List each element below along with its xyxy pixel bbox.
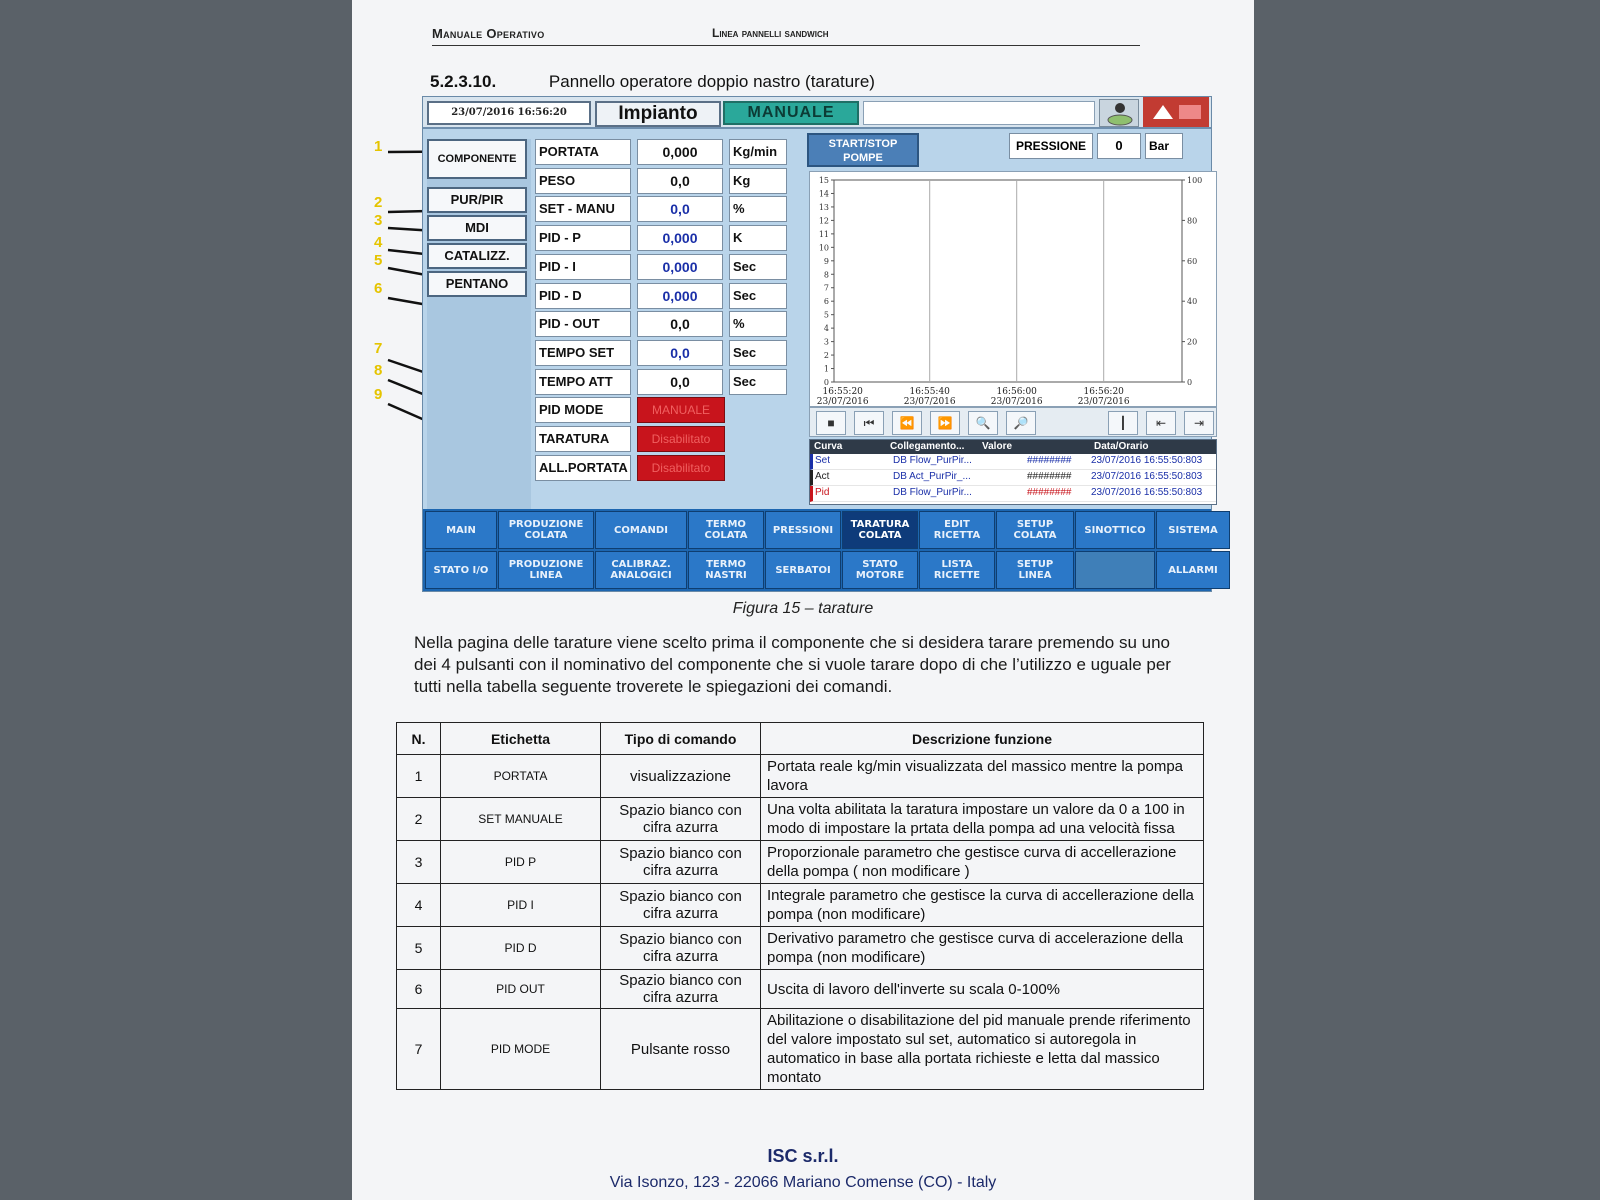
param-label: PID - I (535, 254, 631, 280)
param-label: TEMPO ATT (535, 369, 631, 395)
component-button-componente[interactable]: COMPONENTE (427, 139, 527, 179)
cell-type: Spazio bianco con cifra azurra (601, 884, 761, 927)
param-row (535, 254, 791, 282)
nav-serbatoi[interactable]: SERBATOI (765, 551, 841, 589)
annotation-number: 4 (374, 234, 383, 251)
date-label: 23/07/2016 (816, 397, 869, 407)
cell-n: 6 (397, 970, 441, 1009)
nav-allarmi[interactable]: ALLARMI (1156, 551, 1230, 589)
time-label: 16:55:20 (822, 387, 863, 397)
mode-row (535, 426, 791, 454)
header-left: Manuale Operativo (432, 26, 545, 41)
mode-label: ALL.PORTATA (535, 455, 631, 481)
param-row (535, 168, 791, 196)
cell-n: 4 (397, 884, 441, 927)
annotation-number: 1 (374, 138, 383, 155)
mode-toggle-button[interactable]: Disabilitato (637, 426, 725, 452)
legend-col-time: Data/Orario (1094, 441, 1149, 452)
cell-description: Portata reale kg/min visualizzata del massico mentre la pompa lavora (761, 755, 1204, 798)
section-title: Pannello operatore doppio nastro (tarature) (548, 72, 875, 91)
param-unit: Sec (729, 340, 787, 366)
legend-value: ######## (1027, 455, 1072, 466)
param-unit: % (729, 311, 787, 337)
table-row (397, 841, 1204, 884)
nav-empty (1075, 551, 1155, 589)
param-row (535, 196, 791, 224)
component-button-purpir[interactable]: PUR/PIR (427, 187, 527, 213)
param-value: 0,0 (637, 369, 723, 395)
nav-stato-i-o[interactable]: STATO I/O (425, 551, 497, 589)
legend-curve: Pid (815, 487, 830, 498)
navigation-bar (423, 509, 1218, 591)
param-row (535, 139, 791, 167)
date-label: 23/07/2016 (1077, 397, 1130, 407)
col-type: Tipo di comando (601, 723, 761, 755)
legend-header (810, 440, 1216, 454)
legend-value: ######## (1027, 471, 1072, 482)
plot-area (834, 180, 1182, 382)
nav-sistema[interactable]: SISTEMA (1156, 511, 1230, 549)
cell-type: Spazio bianco con cifra azurra (601, 841, 761, 884)
cell-description: Abilitazione o disabilitazione del pid manuale prende riferimento del valore impostato sul set, automatico si autoregola in automatico in base alla portata richieste e letta dal massico montato (761, 1009, 1204, 1090)
brand-logo-icon (1143, 97, 1209, 127)
curve-legend (809, 439, 1217, 505)
annotation-number: 2 (374, 194, 383, 211)
param-label: PID - D (535, 283, 631, 309)
document-page (352, 0, 1254, 1200)
cell-label: PID P (441, 841, 601, 884)
cell-n: 1 (397, 755, 441, 798)
left-tick-label: 9 (823, 256, 829, 266)
left-tick-label: 4 (823, 324, 829, 334)
param-row (535, 311, 791, 339)
cell-description: Una volta abilitata la taratura impostare un valore da 0 a 100 in modo di impostare la prtata della pompa ad una velocità fissa (761, 798, 1204, 841)
right-tick-label: 40 (1187, 297, 1198, 307)
hmi-topbar (423, 97, 1211, 129)
param-value[interactable]: 0,0 (637, 340, 723, 366)
legend-link: DB Flow_PurPir... (893, 487, 972, 498)
nav-termo-nastri[interactable]: TERMO NASTRI (688, 551, 764, 589)
component-button-pentano[interactable]: PENTANO (427, 271, 527, 297)
cell-type: Spazio bianco con cifra azurra (601, 970, 761, 1009)
right-tick-label: 60 (1187, 256, 1198, 266)
param-value: 0,0 (637, 311, 723, 337)
zoom-in-icon[interactable]: 🔍 (968, 411, 998, 435)
right-tick-label: 100 (1187, 176, 1203, 185)
right-tick-label: 20 (1187, 337, 1198, 347)
left-tick-label: 13 (818, 202, 829, 212)
description-table (396, 722, 1204, 1090)
nav-lista-ricette[interactable]: LISTA RICETTE (919, 551, 995, 589)
param-label: PORTATA (535, 139, 631, 165)
nav-setup-linea[interactable]: SETUP LINEA (996, 551, 1074, 589)
date-label: 23/07/2016 (903, 397, 956, 407)
cell-type: Spazio bianco con cifra azurra (601, 927, 761, 970)
left-tick-label: 3 (823, 337, 829, 347)
pressure-unit: Bar (1145, 133, 1183, 159)
param-unit: Kg/min (729, 139, 787, 165)
nav-setup-colata[interactable]: SETUP COLATA (996, 511, 1074, 549)
table-row (397, 884, 1204, 927)
nav-sinottico[interactable]: SINOTTICO (1075, 511, 1155, 549)
cell-description: Uscita di lavoro dell'inverte su scala 0-100% (761, 970, 1204, 1009)
table-row (397, 970, 1204, 1009)
time-label: 16:56:00 (996, 387, 1037, 397)
legend-row[interactable] (810, 486, 1216, 502)
zoom-out-icon[interactable]: 🔎 (1006, 411, 1036, 435)
left-tick-label: 6 (823, 297, 829, 307)
mode-toggle-button[interactable]: Disabilitato (637, 455, 725, 481)
annotation-number: 5 (374, 252, 383, 269)
footer-company: ISC s.r.l. (767, 1146, 839, 1166)
nav-produzione-colata[interactable]: PRODUZIONE COLATA (498, 511, 594, 549)
status-icons[interactable] (1099, 99, 1139, 127)
nav-main[interactable]: MAIN (425, 511, 497, 549)
figure-caption: Figura 15 – tarature (732, 600, 874, 617)
chart-controls (809, 407, 1217, 437)
nav-taratura-colata[interactable]: TARATURA COLATA (842, 511, 918, 549)
right-tick-label: 0 (1187, 378, 1193, 387)
header-right: Linea pannelli sandwich (712, 26, 829, 40)
ruler-right-icon[interactable]: ⇥ (1184, 411, 1214, 435)
date-label: 23/07/2016 (990, 397, 1043, 407)
component-sidebar (427, 139, 531, 519)
component-button-mdi[interactable]: MDI (427, 215, 527, 241)
param-unit: Kg (729, 168, 787, 194)
param-unit: Sec (729, 254, 787, 280)
left-tick-label: 10 (818, 243, 829, 253)
cell-type: Spazio bianco con cifra azurra (601, 798, 761, 841)
cell-n: 5 (397, 927, 441, 970)
left-tick-label: 2 (823, 351, 829, 361)
legend-row[interactable] (810, 454, 1216, 470)
param-unit: Sec (729, 369, 787, 395)
fast-forward-icon[interactable]: ⏩ (930, 411, 960, 435)
cell-type: visualizzazione (601, 755, 761, 798)
table-row (397, 755, 1204, 798)
legend-time: 23/07/2016 16:55:50:803 (1091, 471, 1203, 482)
nav-termo-colata[interactable]: TERMO COLATA (688, 511, 764, 549)
mode-row (535, 397, 791, 425)
cell-n: 3 (397, 841, 441, 884)
hmi-panel (422, 96, 1218, 592)
col-n: N. (397, 723, 441, 755)
param-row (535, 225, 791, 253)
table-row (397, 798, 1204, 841)
footer-address: Via Isonzo, 123 - 22066 Mariano Comense (CO) - Italy (609, 1174, 997, 1191)
cell-description: Derivativo parametro che gestisce curva di accelerazione della pompa (non modificare) (761, 927, 1204, 970)
annotation-number: 9 (374, 386, 383, 403)
left-tick-label: 0 (823, 378, 829, 387)
legend-curve: Act (815, 471, 830, 482)
param-label: SET - MANU (535, 196, 631, 222)
cell-label: PID I (441, 884, 601, 927)
param-value: 0,0 (637, 168, 723, 194)
left-tick-label: 7 (823, 283, 829, 293)
col-description: Descrizione funzione (761, 723, 1204, 755)
left-tick-label: 8 (823, 270, 829, 280)
param-unit: % (729, 196, 787, 222)
param-value[interactable]: 0,000 (637, 283, 723, 309)
cell-label: PID MODE (441, 1009, 601, 1090)
skip-back-icon[interactable]: ⏮ (854, 411, 884, 435)
legend-col-curve: Curva (814, 441, 843, 452)
legend-link: DB Act_PurPir_... (893, 471, 971, 482)
status-light-icon (1100, 100, 1140, 128)
datetime-display: 23/07/2016 16:56:20 (427, 101, 591, 125)
param-label: PID - P (535, 225, 631, 251)
pressure-label: PRESSIONE (1009, 133, 1093, 159)
nav-pressioni[interactable]: PRESSIONI (765, 511, 841, 549)
legend-link: DB Flow_PurPir... (893, 455, 972, 466)
cell-description: Integrale parametro che gestisce la curva di accellerazione della pompa (non modificare) (761, 884, 1204, 927)
nav-produzione-linea[interactable]: PRODUZIONE LINEA (498, 551, 594, 589)
plant-label: Impianto (595, 101, 721, 127)
cell-n: 2 (397, 798, 441, 841)
time-label: 16:55:40 (909, 387, 950, 397)
table-row (397, 927, 1204, 970)
param-label: TEMPO SET (535, 340, 631, 366)
left-tick-label: 15 (818, 176, 829, 185)
nav-calibraz-analogici[interactable]: CALIBRAZ. ANALOGICI (595, 551, 687, 589)
annotation-number: 3 (374, 212, 383, 229)
trend-chart-svg (810, 172, 1218, 408)
col-label: Etichetta (441, 723, 601, 755)
legend-col-value: Valore (982, 441, 1013, 452)
mode-label: TARATURA (535, 426, 631, 452)
nav-comandi[interactable]: COMANDI (595, 511, 687, 549)
annotation-number: 7 (374, 340, 383, 357)
param-value: 0,000 (637, 139, 723, 165)
param-value[interactable]: 0,0 (637, 196, 723, 222)
param-unit: Sec (729, 283, 787, 309)
table-header-row (397, 723, 1204, 755)
left-tick-label: 12 (818, 216, 829, 226)
annotation-number: 6 (374, 280, 383, 297)
cell-label: PID OUT (441, 970, 601, 1009)
start-stop-pumps-button[interactable]: START/STOP POMPE (807, 133, 919, 167)
cell-label: PORTATA (441, 755, 601, 798)
param-row (535, 369, 791, 397)
left-tick-label: 11 (818, 229, 829, 239)
time-label: 16:56:20 (1083, 387, 1124, 397)
mode-row (535, 455, 791, 483)
section-number: 5.2.3.10. (430, 72, 497, 91)
component-button-catalizz[interactable]: CATALIZZ. (427, 243, 527, 269)
left-tick-label: 1 (823, 364, 829, 374)
trend-chart[interactable] (809, 171, 1217, 407)
pressure-value: 0 (1097, 133, 1141, 159)
ruler-left-icon[interactable]: ⇤ (1146, 411, 1176, 435)
nav-stato-motore[interactable]: STATO MOTORE (842, 551, 918, 589)
cell-type: Pulsante rosso (601, 1009, 761, 1090)
param-row (535, 340, 791, 368)
mode-indicator: MANUALE (723, 101, 859, 125)
param-value[interactable]: 0,000 (637, 225, 723, 251)
cell-label: SET MANUALE (441, 798, 601, 841)
cell-n: 7 (397, 1009, 441, 1090)
body-paragraph: Nella pagina delle tarature viene scelto prima il componente che si desidera tarare premendo su uno dei 4 pulsanti con il nominativo del componente che si vuole tarare dopo di che l’utilizzo e uguale per tutti nella tabella seguente troverete le spiegazioni dei comandi. (414, 633, 1171, 696)
annotation-number: 8 (374, 362, 383, 379)
ruler-icon[interactable]: ┃ (1108, 411, 1138, 435)
legend-col-link: Collegamento... (890, 441, 965, 452)
legend-time: 23/07/2016 16:55:50:803 (1091, 487, 1203, 498)
brand-logo (1143, 97, 1209, 127)
param-row (535, 283, 791, 311)
legend-row[interactable] (810, 470, 1216, 486)
mode-toggle-button[interactable]: MANUALE (637, 397, 725, 423)
left-tick-label: 14 (818, 189, 829, 199)
cell-description: Proporzionale parametro che gestisce curva di accellerazione della pompa ( non modificare ) (761, 841, 1204, 884)
rewind-icon[interactable]: ⏪ (892, 411, 922, 435)
left-tick-label: 5 (823, 310, 829, 320)
param-unit: K (729, 225, 787, 251)
cell-label: PID D (441, 927, 601, 970)
stop-icon[interactable]: ■ (816, 411, 846, 435)
param-value[interactable]: 0,000 (637, 254, 723, 280)
param-label: PESO (535, 168, 631, 194)
mode-label: PID MODE (535, 397, 631, 423)
message-field (863, 101, 1095, 125)
table-row (397, 1009, 1204, 1090)
param-label: PID - OUT (535, 311, 631, 337)
legend-time: 23/07/2016 16:55:50:803 (1091, 455, 1203, 466)
nav-edit-ricetta[interactable]: EDIT RICETTA (919, 511, 995, 549)
right-tick-label: 80 (1187, 216, 1198, 226)
legend-value: ######## (1027, 487, 1072, 498)
legend-curve: Set (815, 455, 831, 466)
